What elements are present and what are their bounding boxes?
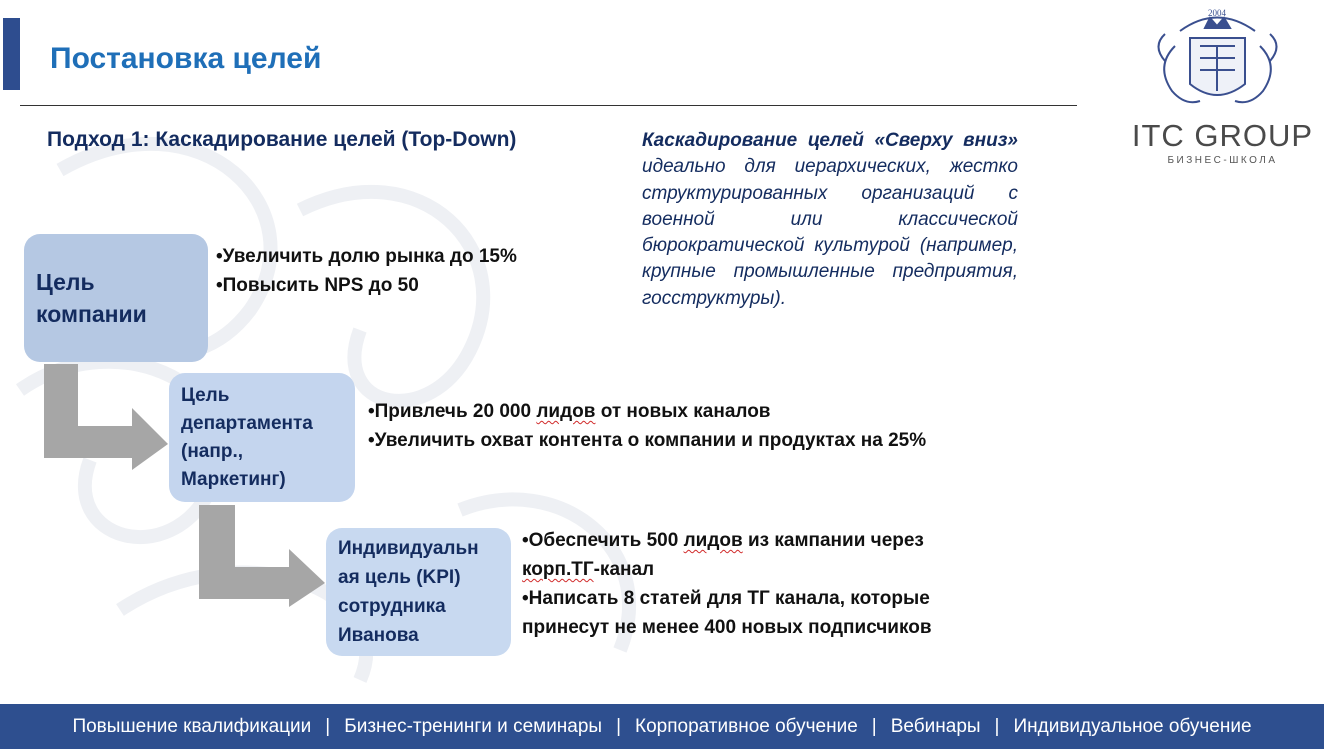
footer-item: Вебинары xyxy=(890,715,981,737)
department-goals-list xyxy=(368,397,926,455)
slide-title: Постановка целей xyxy=(50,42,322,75)
logo-year: 2004 xyxy=(1208,8,1226,18)
goal-item-continued: корп.ТГ-канал xyxy=(522,559,655,580)
approach-description xyxy=(642,128,1018,312)
goal-item: •Увеличить охват контента о компании и продуктах на 25% xyxy=(368,430,927,451)
footer-separator: | xyxy=(871,715,877,737)
logo-name: ITC GROUP xyxy=(1131,118,1314,153)
description-text: идеально для иерархических, жестко структурированных организаций с военной или классической бюрократической культурой (например, крупные промышленные предприятия, госструктуры). xyxy=(642,156,1018,309)
footer-item: Бизнес-тренинги и семинары xyxy=(344,715,603,737)
elbow-arrow-icon xyxy=(44,364,170,472)
footer-bar xyxy=(0,704,1324,749)
company-goal-box xyxy=(24,234,208,362)
employee-goals-list xyxy=(522,526,932,642)
title-divider xyxy=(20,105,1077,106)
footer-separator: | xyxy=(994,715,1000,737)
goal-item-continued: принесут не менее 400 новых подписчиков xyxy=(522,617,932,638)
footer-item: Повышение квалификации xyxy=(72,715,312,737)
employee-kpi-label: Индивидуальн ая цель (KPI) сотрудника Иванова xyxy=(338,538,479,646)
footer-item: Индивидуальное обучение xyxy=(1013,715,1252,737)
company-goal-label: Цель компании xyxy=(36,269,147,327)
title-accent-bar xyxy=(3,18,20,90)
goal-item: •Повысить NPS до 50 xyxy=(216,275,419,296)
company-logo xyxy=(1120,6,1315,166)
goal-item: •Увеличить долю рынка до 15% xyxy=(216,246,517,267)
company-goals-list xyxy=(216,242,517,300)
footer-separator: | xyxy=(325,715,331,737)
goal-item: •Обеспечить 500 лидов из кампании через xyxy=(522,530,924,551)
logo-tagline: БИЗНЕС-ШКОЛА xyxy=(1167,155,1278,166)
footer-separator: | xyxy=(616,715,622,737)
approach-subtitle: Подход 1: Каскадирование целей (Top-Down) xyxy=(47,128,517,151)
footer-item: Корпоративное обучение xyxy=(635,715,858,737)
elbow-arrow-icon xyxy=(199,505,327,609)
department-goal-label: Цель департамента (напр., Маркетинг) xyxy=(181,384,313,490)
department-goal-box xyxy=(169,373,355,502)
description-lead: Каскадирование целей «Сверху вниз» xyxy=(642,130,1018,151)
goal-item: •Привлечь 20 000 лидов от новых каналов xyxy=(368,401,771,422)
employee-kpi-box xyxy=(326,528,511,656)
goal-item: •Написать 8 статей для ТГ канала, которые xyxy=(522,588,930,609)
crest-icon xyxy=(1150,6,1285,116)
